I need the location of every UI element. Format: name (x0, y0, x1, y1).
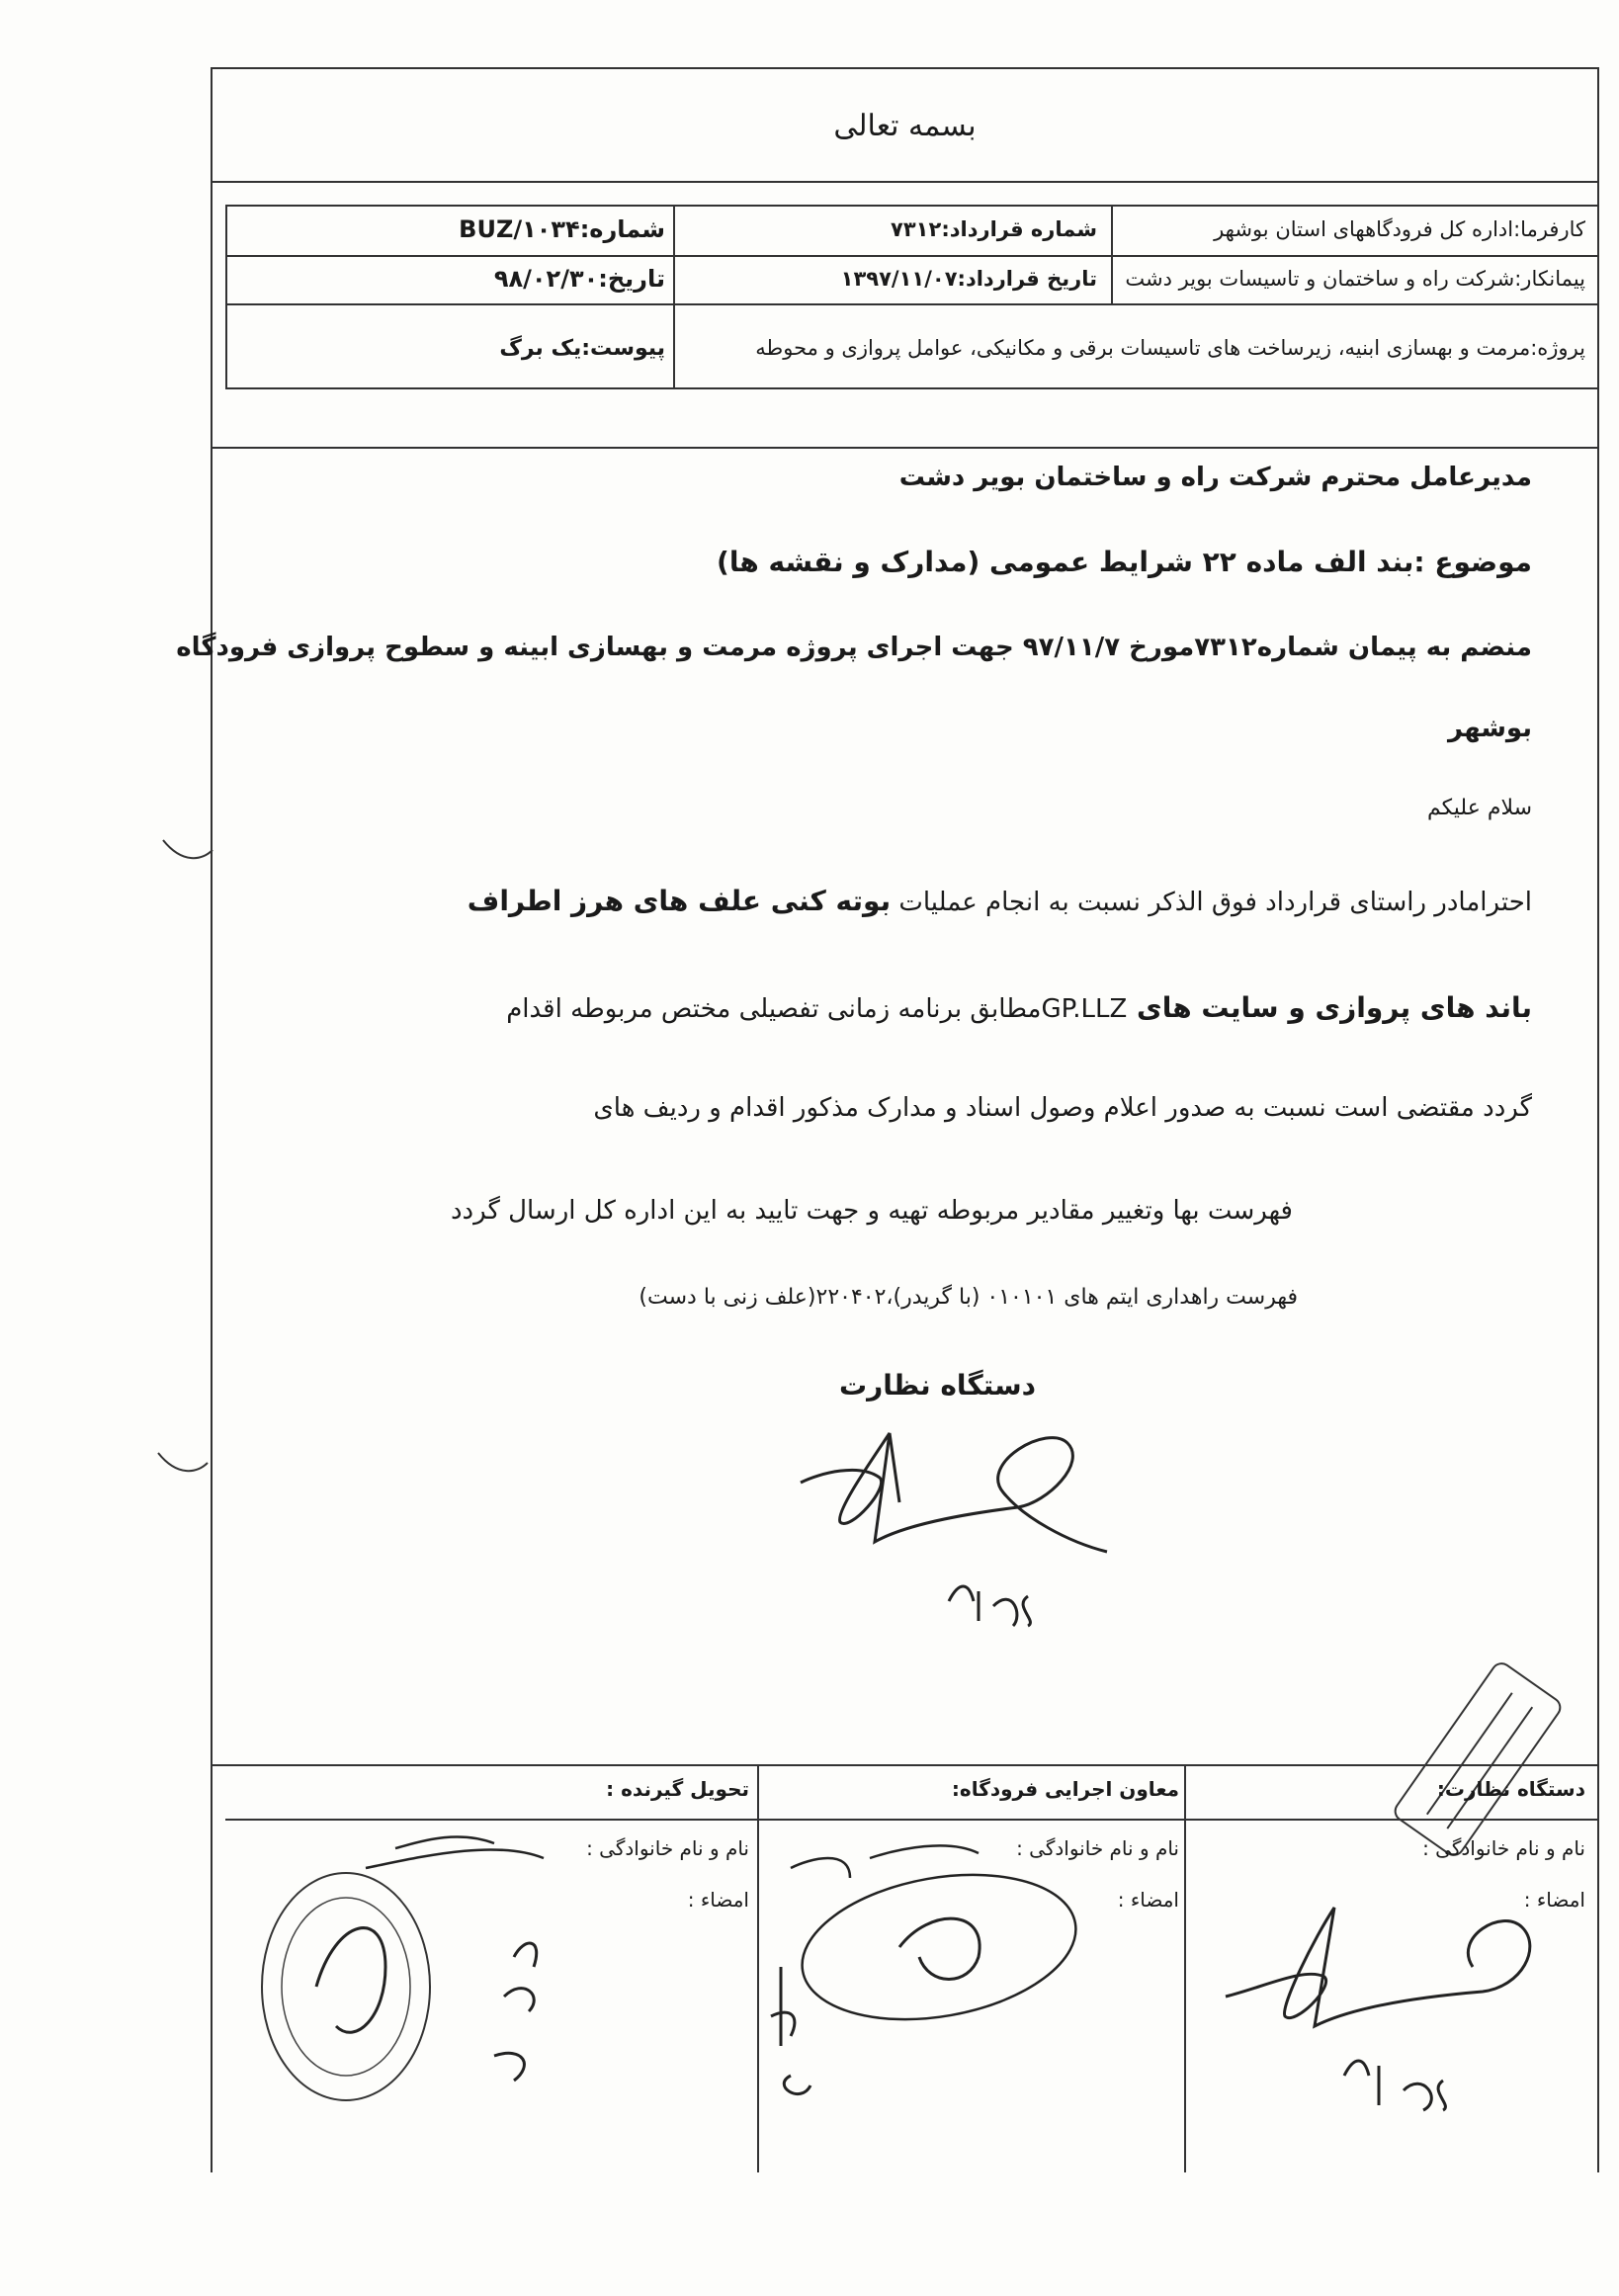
supervision-sign-date (1364, 2076, 1367, 2077)
letter-date-field: تاریخ:۹۸/۰۲/۳۰ (493, 265, 665, 293)
receiver-signature (237, 1828, 731, 2155)
supervision-title: دستگاه نظارت: (1436, 1777, 1585, 1801)
supervision-sign-label: امضاء : (1523, 1888, 1585, 1912)
deputy-title: معاون اجرایی فرودگاه: (951, 1777, 1179, 1801)
addressee: مدیرعامل محترم شرکت راه و ساختمان بویر دشت (898, 463, 1532, 492)
supervision-name-label: نام و نام خانوادگی : (1422, 1836, 1585, 1860)
letterhead-bismillah: بسمه تعالی (833, 109, 977, 143)
letter-number-field: شماره:BUZ/۱۰۳۴ (459, 215, 665, 243)
receiver-name-label: نام و نام خانوادگی : (586, 1836, 749, 1860)
footer-col-divider-2 (1184, 1764, 1186, 2172)
header-table-left (225, 205, 227, 387)
paragraph-line-1-normal: احتراما‌در راستای قرارداد فوق الذکر نسبت به انجام عملیات (891, 888, 1532, 917)
deputy-sign-date (771, 2076, 774, 2077)
contract-number-field: شماره قرارداد:۷۳۱۲ (891, 217, 1097, 241)
header-bottom-rule (211, 447, 1599, 449)
signatory-title: دستگاه نظارت (839, 1369, 1036, 1402)
contract-date-field: تاریخ قرارداد:۱۳۹۷/۱۱/۰۷ (840, 267, 1097, 291)
employer-field: کارفرما:اداره کل فرودگاههای استان بوشهر (1214, 217, 1585, 241)
header-table-col-divider-1 (673, 205, 675, 387)
paragraph-line-4: فهرست بها وتغییر مقادیر مربوطه تهیه و جهت تایید به این اداره کل ارسال گردد (450, 1196, 1293, 1226)
paragraph-line-2 (506, 991, 1532, 1024)
header-table-row2-bottom (225, 303, 1599, 305)
receiver-sign-date (297, 2076, 299, 2077)
header-table-row1-bottom (225, 255, 1599, 257)
deputy-signature (751, 1828, 1176, 2155)
reference-line-2: بوشهر (1448, 714, 1532, 743)
frame-top-border (211, 67, 1599, 69)
paragraph-line-1 (468, 885, 1532, 917)
frame-left-border (211, 67, 213, 2172)
deputy-sign-label: امضاء : (1117, 1888, 1179, 1912)
punch-mark-top (158, 830, 217, 880)
stamp-text (1384, 1680, 1404, 1681)
punch-mark-bottom (153, 1443, 213, 1492)
project-field: پروژه:مرمت و بهسازی ابنیه، زیرساخت های تاسیسات برقی و مکانیکی، عوامل پروازی و محوطه (755, 336, 1585, 360)
receiver-title: تحویل گیرنده : (606, 1777, 749, 1801)
frame-right-border (1597, 67, 1599, 2172)
header-table-top (225, 205, 1599, 207)
header-table-col-divider-2 (1111, 205, 1113, 303)
footer-top-rule (211, 1764, 1599, 1766)
footer-row-divider (225, 1819, 1599, 1821)
paragraph-line-1-bold: بوته کنی علف های هرز اطراف (467, 885, 892, 917)
paragraph-line-3: گردد مقتضی است نسبت به صدور اعلام وصول اسناد و مدارک مذکور اقدام و ردیف های (593, 1093, 1532, 1123)
supervision-signature (1206, 1828, 1591, 2155)
paragraph-line-2-normal: GP.LLZمطابق برنامه زمانی تفصیلی مختص مربوطه اقدام (506, 994, 1128, 1024)
supervisor-signature (781, 1403, 1226, 1660)
greeting: سلام علیکم (1426, 796, 1532, 820)
paragraph-line-2-bold: باند های پروازی و سایت های (1127, 991, 1532, 1024)
header-divider (211, 181, 1599, 183)
contractor-field: پیمانکار:شرکت راه و ساختمان و تاسیسات بویر دشت (1125, 267, 1585, 291)
header-table-bottom (225, 387, 1599, 389)
receiver-sign-label: امضاء : (687, 1888, 749, 1912)
deputy-name-label: نام و نام خانوادگی : (1016, 1836, 1179, 1860)
attachment-field: پیوست:یک برگ (499, 336, 665, 361)
subject-line: موضوع :بند الف ماده ۲۲ شرایط عمومی (مدارک و نقشه ها) (717, 546, 1532, 578)
signature-date (998, 1621, 1001, 1622)
price-list-line: فهرست راهداری ایتم های ۰۱۰۱۰۱ (با گریدر)،۲۲۰۴۰۲(علف زنی با دست) (639, 1285, 1298, 1310)
reference-line-1: منضم به پیمان شماره۷۳۱۲مورخ ۹۷/۱۱/۷ جهت اجرای پروژه مرمت و بهسازی ابینه و سطوح پروازی فرودگاه (176, 633, 1532, 662)
